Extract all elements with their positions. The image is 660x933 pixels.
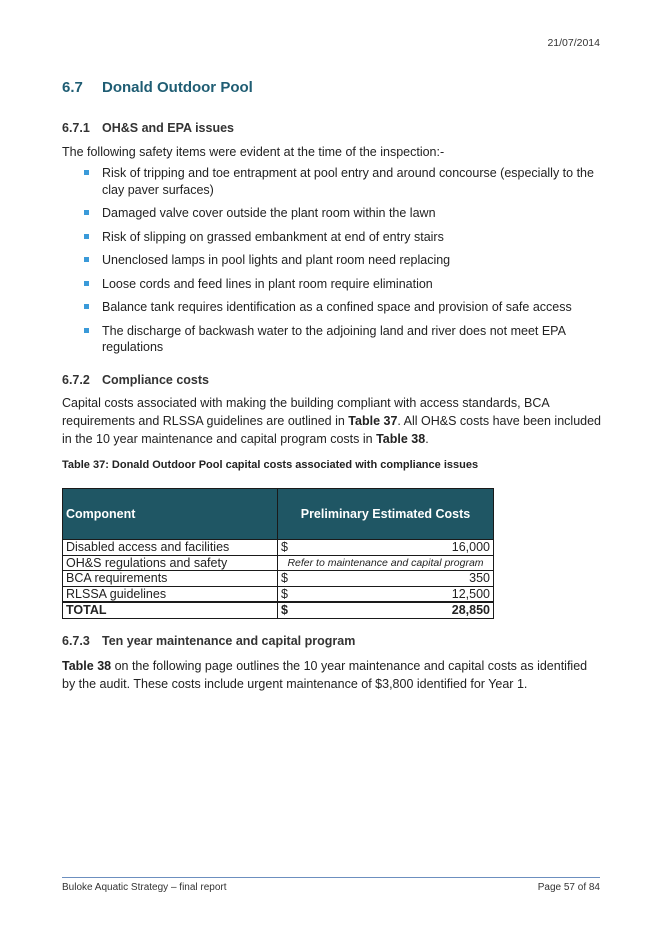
compliance-heading bbox=[62, 373, 209, 387]
total-value: 28,850 bbox=[451, 603, 490, 617]
footer-title: Buloke Aquatic Strategy – final report bbox=[62, 882, 227, 893]
bullet-icon bbox=[84, 257, 89, 262]
cost-value: 16,000 bbox=[451, 540, 490, 554]
table-total-row bbox=[63, 602, 494, 618]
list-item bbox=[62, 323, 602, 356]
currency: $ bbox=[281, 603, 288, 617]
list-item bbox=[62, 252, 602, 269]
list-item-text: Unenclosed lamps in pool lights and plant room need replacing bbox=[102, 253, 451, 267]
program-number: 6.7.3 bbox=[62, 634, 90, 648]
table-caption: Table 37: Donald Outdoor Pool capital costs associated with compliance issues bbox=[62, 459, 479, 471]
bullet-icon bbox=[84, 328, 89, 333]
currency: $ bbox=[281, 586, 288, 601]
page-number: Page 57 of 84 bbox=[537, 882, 600, 893]
total-label: TOTAL bbox=[63, 602, 278, 618]
cost-cell bbox=[278, 571, 494, 587]
currency: $ bbox=[281, 571, 288, 585]
compliance-text: . bbox=[425, 432, 429, 446]
section-heading bbox=[62, 79, 253, 96]
table-header-row bbox=[63, 489, 494, 540]
footer-divider bbox=[62, 877, 600, 878]
list-item bbox=[62, 165, 602, 198]
list-item-text: Loose cords and feed lines in plant room require elimination bbox=[102, 276, 433, 291]
ohs-number: 6.7.1 bbox=[62, 121, 90, 135]
table-row bbox=[63, 555, 494, 571]
list-item-text: Damaged valve cover outside the plant room within the lawn bbox=[102, 206, 436, 220]
table-row bbox=[63, 571, 494, 587]
bullet-icon bbox=[84, 281, 89, 286]
compliance-costs-table bbox=[62, 488, 494, 619]
ohs-heading bbox=[62, 121, 234, 135]
list-item bbox=[62, 299, 602, 316]
component-cell: BCA requirements bbox=[63, 571, 278, 587]
list-item bbox=[62, 276, 602, 293]
table-38-ref: Table 38 bbox=[62, 659, 112, 673]
program-heading bbox=[62, 634, 355, 648]
table-38-ref: Table 38 bbox=[376, 432, 426, 446]
bullet-icon bbox=[84, 234, 89, 239]
table-37-ref: Table 37 bbox=[348, 414, 398, 428]
cost-value: 350 bbox=[469, 571, 490, 585]
program-text: on the following page outlines the 10 year maintenance and capital costs as identified by the audit. These costs include urgent maintenance of $3,800 identified for Year 1. bbox=[62, 659, 588, 691]
bullet-icon bbox=[84, 210, 89, 215]
ohs-title: OH&S and EPA issues bbox=[102, 121, 234, 135]
program-paragraph bbox=[62, 657, 602, 693]
total-cell bbox=[278, 602, 494, 618]
component-cell: RLSSA guidelines bbox=[63, 586, 278, 602]
cost-cell bbox=[278, 586, 494, 602]
compliance-title: Compliance costs bbox=[102, 373, 209, 387]
component-cell: OH&S regulations and safety bbox=[63, 555, 278, 571]
section-number: 6.7 bbox=[62, 79, 83, 96]
compliance-number: 6.7.2 bbox=[62, 373, 90, 387]
column-header-costs: Preliminary Estimated Costs bbox=[278, 489, 494, 540]
currency: $ bbox=[281, 540, 288, 554]
table-row bbox=[63, 540, 494, 556]
table-row bbox=[63, 586, 494, 602]
cost-value: 12,500 bbox=[451, 586, 490, 601]
compliance-text: . All OH&S costs have been included in the 10 year maintenance and capital program costs in bbox=[62, 414, 601, 446]
list-item-text: Balance tank requires identification as a confined space and provision of safe access bbox=[102, 300, 572, 314]
compliance-text: Capital costs associated with making the building compliant with access standards, BCA requirements and RLSSA guidelines are outlined in bbox=[62, 396, 550, 428]
section-title: Donald Outdoor Pool bbox=[102, 79, 253, 96]
cost-cell bbox=[278, 540, 494, 556]
list-item-text: The discharge of backwash water to the adjoining land and river does not meet EPA regulations bbox=[102, 323, 566, 354]
header-date: 21/07/2014 bbox=[547, 37, 600, 49]
compliance-paragraph bbox=[62, 394, 602, 448]
list-item-text: Risk of tripping and toe entrapment at pool entry and around concourse (especially to the clay paver surfaces) bbox=[102, 166, 594, 197]
list-item-text: Risk of slipping on grassed embankment at end of entry stairs bbox=[102, 229, 444, 244]
list-item bbox=[62, 229, 602, 246]
list-item bbox=[62, 205, 602, 222]
cost-note: Refer to maintenance and capital program bbox=[278, 555, 494, 571]
program-title: Ten year maintenance and capital program bbox=[102, 634, 356, 648]
ohs-intro: The following safety items were evident at the time of the inspection:- bbox=[62, 145, 445, 159]
bullet-icon bbox=[84, 170, 89, 175]
bullet-icon bbox=[84, 304, 89, 309]
safety-list bbox=[62, 165, 602, 363]
column-header-component: Component bbox=[63, 489, 278, 540]
component-cell: Disabled access and facilities bbox=[63, 540, 278, 556]
